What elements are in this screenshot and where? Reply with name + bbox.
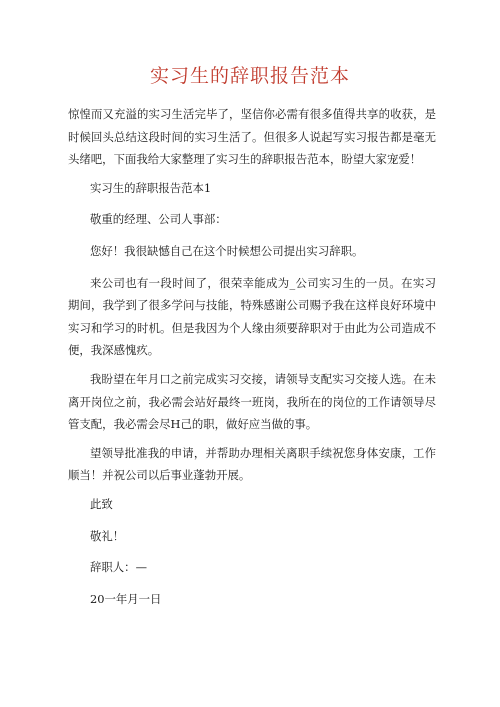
closing-line-1: 此致: [90, 496, 113, 511]
document-body: [68, 103, 436, 619]
salutation: 敬重的经理、公司人事部：: [90, 212, 227, 227]
closing-line-2: 敬礼！: [90, 528, 125, 543]
opening-line: 您好！我很缺憾自己在这个时候想公司提出实习辞职。: [90, 243, 364, 258]
date-line: 20一年月一日: [90, 591, 162, 606]
sample-heading: 实习生的辞职报告范本1: [90, 180, 212, 195]
signature-line: 辞职人：—: [90, 560, 147, 575]
body-paragraph-2: 我盼望在年月口之前完成实习交接，请领导支配实习交接人选。在未离开岗位之前，我必需会站好最终一班岗，我所在的岗位的工作请领导尽管支配，我必需会尽H己的职，做好应当做的事。: [68, 371, 436, 432]
intro-paragraph: 惊惶而又充溢的实习生活完毕了，坚信你必需有很多值得共享的收获，是时候回头总结这段时间的实习生活了。但很多人说起写实习报告都是毫无头绪吧，下面我给大家整理了实习生的辞职报告范本，盼望大家宠爱！: [68, 107, 436, 167]
body-paragraph-1: 来公司也有一段时间了，很荣幸能成为_公司实习生的一员。在实习期间，我学到了很多学问与技能，特殊感谢公司赐予我在这样良好环境中实习和学习的时机。但是我因为个人缘由须要辞职对于由此为公司造成不便，我深感愧疚。: [68, 275, 436, 358]
body-paragraph-3: 望领导批准我的申请，并帮助办理相关离职手续祝您身体安康，工作顺当！并祝公司以后事业蓬勃开展。: [68, 445, 436, 483]
document-title: 实习生的辞职报告范本: [149, 65, 350, 87]
